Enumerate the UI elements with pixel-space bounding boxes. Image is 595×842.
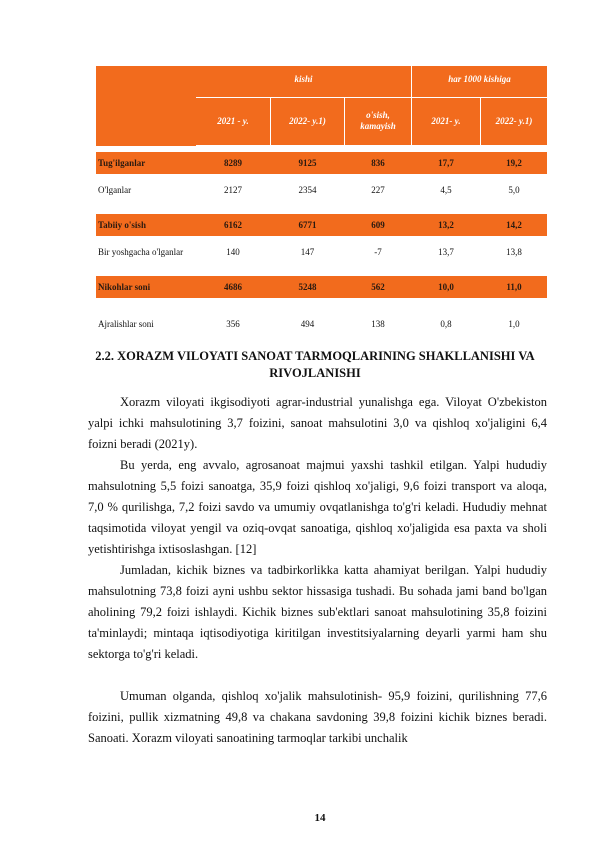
table-cell: 6771 [298, 220, 317, 230]
row-label: Nikohlar soni [98, 281, 151, 292]
table-header [96, 66, 547, 146]
table-cell: 5,0 [508, 185, 520, 195]
table-cell: 609 [371, 220, 385, 230]
table-cell: 9125 [298, 158, 317, 168]
table-cell: 227 [371, 185, 385, 195]
paragraph-4: Umuman olganda, qishloq xo'jalik mahsulotinish- 95,9 foizini, qurilishning 77,6 foizini, pullik xizmatning 49,8 va chakana savdoning 39,8 foizini kichik biznes beradi. Sanoati. Xorazm viloyati sanoatining tarmoqlar tarkibi unchalik [88, 689, 547, 745]
table-cell: 138 [371, 319, 385, 329]
row-label: Tabiiy o'sish [98, 219, 146, 230]
paragraph-1: Xorazm viloyati ikgisodiyoti agrar-industrial yunalishga ega. Viloyat O'zbekiston yalpi ichki mahsulotining 3,7 foizini, sanoat mahsulotini 3,0 va qishloq xo'jaligini 6,4 foizni beradi (2021y). [88, 395, 547, 451]
table-cell: 356 [226, 319, 240, 329]
table-cell: 140 [226, 247, 240, 257]
table-cell: 19,2 [506, 158, 522, 168]
table-cell: 2127 [224, 185, 242, 195]
table-cell: 13,8 [506, 247, 522, 257]
col-header-2022-per1000: 2022- y.1) [495, 116, 533, 126]
table-row [96, 241, 547, 263]
section-heading: 2.2. XORAZM VILOYATI SANOAT TARMOQLARINING SHAKLLANISHI VA RIVOJLANISHI [95, 349, 535, 380]
col-header-2021-per1000: 2021- y. [431, 116, 461, 126]
table-cell: 4686 [224, 282, 242, 292]
col-header-change: o'sish, kamayish [360, 110, 396, 131]
row-label: Tug'ilganlar [98, 157, 146, 168]
row-label: O'lganlar [98, 184, 132, 195]
group-header-kishi: kishi [294, 74, 313, 84]
table-cell: 11,0 [506, 282, 522, 292]
table-cell: 5248 [298, 282, 317, 292]
table-row [96, 152, 547, 174]
table-cell: 836 [371, 158, 385, 168]
table-row [96, 214, 547, 236]
table-cell: 562 [371, 282, 385, 292]
table-cell: 6162 [224, 220, 242, 230]
table-row [96, 179, 547, 201]
statistics-table [96, 66, 547, 339]
col-header-2022: 2022- y.1) [289, 116, 326, 126]
paragraph-3: Jumladan, kichik biznes va tadbirkorlikka katta ahamiyat berilgan. Yalpi hududiy mahsulotning 73,8 foizi ayni ushbu sektor hissasiga tushadi. Bu sohada jami band bo'lgan aholining 79,2 foizi ishlaydi. Kichik biznes sub'ektlari sanoat mahsulotining 35,8 foizini ta'minlaydi; mintaqa iqtisodiyotiga kiritilgan investitsiyalarning deyarli yarmi ham shu sektorga to'g'ri keladi. [88, 563, 547, 661]
table-cell: 17,7 [438, 158, 454, 168]
table-cell: 8289 [224, 158, 242, 168]
row-label: Ajralishlar soni [98, 318, 154, 329]
table-cell: 13,2 [438, 220, 454, 230]
row-label: Bir yoshgacha o'lganlar [98, 246, 184, 257]
table-cell: 1,0 [508, 319, 520, 329]
table-cell: 494 [300, 319, 315, 329]
table-cell: 4,5 [440, 185, 452, 195]
page-number: 14 [314, 812, 326, 824]
col-header-2021: 2021 - y. [217, 116, 249, 126]
table-cell: 2354 [298, 185, 317, 195]
table-row [96, 276, 547, 298]
group-header-per-1000: har 1000 kishiga [448, 74, 511, 84]
table-cell: 147 [300, 247, 315, 257]
paragraph-2: Bu yerda, eng avvalo, agrosanoat majmui yaxshi tashkil etilgan. Yalpi hududiy mahsulotning 5,5 foizi sanoatga, 35,9 foizi qishloq xo'jaligi, 9,6 foizi transport va aloqa, 7,0 % qurilishga, 7,2 foizi savdo va umumiy ovqatlanishga to'g'ri keladi. Hududiy mehnat taqsimotida viloyat yengil va oziq-ovqat sanoatiga, qishloq xo'jaligida esa paxta va sholi yetishtirishga ixtisoslashgan. [12] [88, 458, 547, 556]
table-cell: -7 [374, 247, 382, 257]
table-row [96, 313, 547, 335]
table-cell: 13,7 [438, 247, 454, 257]
table-cell: 14,2 [506, 220, 522, 230]
table-cell: 0,8 [440, 319, 452, 329]
row-separator [96, 236, 194, 242]
table-cell: 10,0 [438, 282, 454, 292]
